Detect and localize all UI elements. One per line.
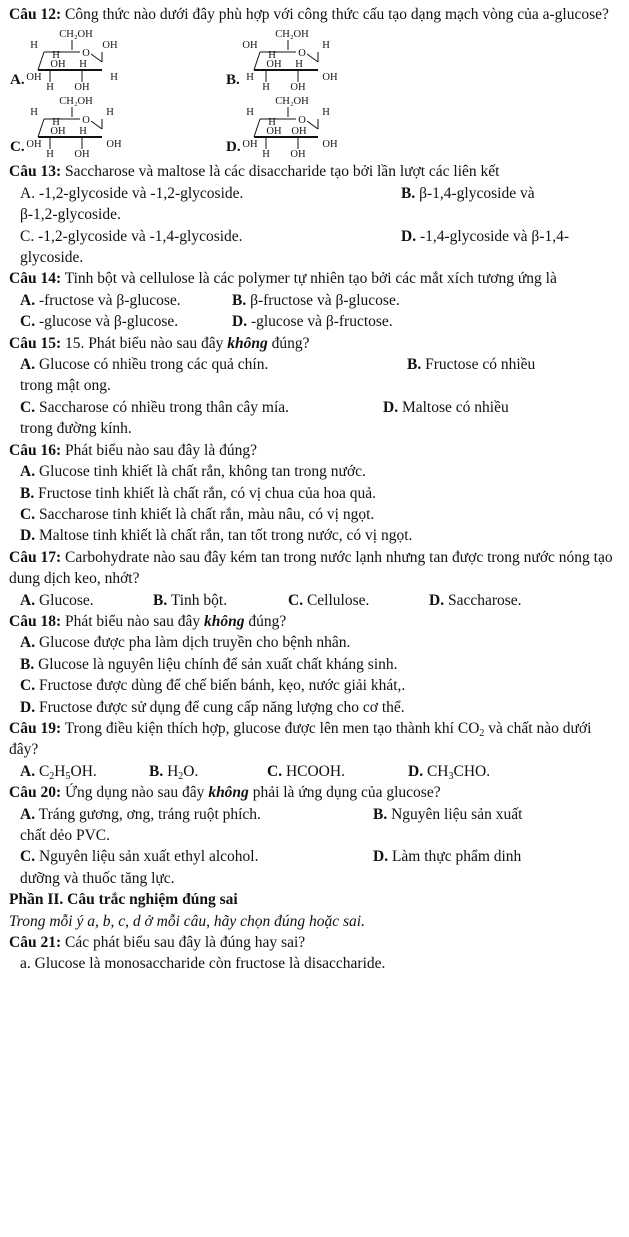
substituent-c1-up: H: [106, 107, 114, 119]
option-text: Glucose được pha làm dịch truyền cho bệnh nhân.: [35, 634, 351, 652]
option-label: C.: [20, 677, 36, 695]
option-a[interactable]: [20, 804, 373, 825]
options-row: [9, 761, 620, 782]
option-b[interactable]: [407, 354, 535, 375]
option-label: B.: [226, 72, 240, 89]
substituent-c4: OH: [266, 59, 282, 71]
question-16: [9, 440, 620, 461]
option-label: A.: [10, 72, 25, 89]
option-text: -glucose và β-fructose.: [247, 313, 393, 331]
option-label: D.: [429, 591, 445, 609]
question-text: Ứng dụng nào sau đây: [61, 784, 209, 802]
substituent-c2-bottom: OH: [290, 82, 306, 94]
substituent-c3-bottom: H: [262, 149, 270, 161]
option-b-cont: chất dẻo PVC.: [20, 827, 110, 844]
option-label: D.: [408, 762, 424, 780]
substituent-c5-up: H: [30, 107, 38, 119]
option-text: Fructose tinh khiết là chất rắn, có vị chua của hoa quả.: [34, 484, 376, 502]
option-text: Fructose được sử dụng để cung cấp năng lượng cho cơ thể.: [35, 698, 405, 716]
option-d[interactable]: [373, 846, 521, 867]
option-c[interactable]: [9, 504, 620, 525]
option-a[interactable]: [9, 632, 620, 653]
statement-a[interactable]: a. Glucose là monosaccharide còn fructose là disaccharide.: [20, 955, 386, 973]
question-20: [9, 782, 620, 803]
formula-part: CHO.: [453, 762, 491, 780]
substituent-c3-bottom: H: [46, 149, 54, 161]
options-row: [9, 183, 620, 204]
substituent-c3-bottom: H: [46, 82, 54, 94]
question-number: Câu 20:: [9, 784, 62, 802]
ring-edge-o: [307, 54, 318, 62]
ring-edge-o: [307, 121, 318, 129]
option-b[interactable]: [153, 590, 288, 611]
option-label: B.: [401, 184, 416, 202]
substituent-c5-up: H: [30, 40, 38, 52]
substituent-c4-down: OH: [26, 139, 42, 151]
substituent-c4-down: H: [246, 72, 254, 84]
ring-edge-left: [254, 52, 260, 70]
question-emphasis: không: [227, 334, 268, 352]
question-number: Câu 15:: [9, 334, 62, 352]
option-label: A.: [20, 762, 36, 780]
question-18: [9, 611, 620, 632]
formula-part: O.: [183, 762, 199, 780]
option-a[interactable]: [20, 761, 149, 782]
option-d[interactable]: [429, 590, 522, 611]
option-d[interactable]: [383, 397, 509, 418]
option-label: A.: [20, 591, 36, 609]
ring-structure: [242, 26, 356, 94]
substituent-c1-down: OH: [106, 139, 122, 151]
option-b-cont: trong mật ong.: [20, 377, 111, 395]
options-row: [9, 846, 620, 867]
option-text: Cellulose.: [303, 591, 370, 609]
subscript: 2: [49, 770, 55, 782]
option-text: Glucose có nhiều trong các quả chín.: [35, 356, 269, 374]
option-text: Glucose là nguyên liệu chính để sản xuất chất kháng sinh.: [34, 655, 398, 673]
ring-structure: [242, 93, 356, 161]
option-label: C.: [288, 591, 304, 609]
question-text-tail: đúng?: [244, 612, 287, 630]
option-b-cont: β-1,2-glycoside.: [20, 206, 121, 224]
option-d-cont: glycoside.: [20, 249, 84, 267]
substituent-c3-bottom: H: [262, 82, 270, 94]
options-row: [9, 290, 620, 311]
option-label: C.: [20, 848, 36, 866]
option-a[interactable]: A. -1,2-glycoside và -1,2-glycoside.: [20, 184, 244, 202]
option-d[interactable]: [401, 226, 569, 247]
option-label: B.: [407, 356, 422, 374]
question-12: [9, 4, 620, 25]
question-number: Câu 16:: [9, 441, 62, 459]
substituent-c3-up: OH: [291, 126, 307, 138]
option-b[interactable]: [9, 654, 620, 675]
option-text: Maltose tinh khiết là chất rắn, tan tốt trong nước, có vị ngọt.: [35, 527, 413, 545]
substituent-c5-down: H: [268, 117, 276, 129]
option-c[interactable]: [288, 590, 429, 611]
options-row: [9, 226, 620, 247]
substituent-c1-up: OH: [102, 40, 118, 52]
ring-structure: [26, 93, 140, 161]
ring-edge-left: [254, 119, 260, 137]
option-c[interactable]: [267, 761, 408, 782]
question-text: Trong điều kiện thích hợp, glucose được lên men tạo thành khí CO: [61, 719, 480, 737]
formula-part: CH: [423, 762, 449, 780]
subscript: 3: [448, 770, 454, 782]
substituent-ch2oh: CH₂OH: [275, 96, 309, 108]
substituent-c2-bottom: OH: [74, 149, 90, 161]
question-15: [9, 333, 620, 354]
option-text: Tráng gương, ơng, tráng ruột phích.: [35, 805, 261, 823]
question-text: Saccharose và maltose là các disaccharide tạo bởi lần lượt các liên kết: [61, 163, 500, 181]
option-label: B.: [149, 762, 164, 780]
option-text: Saccharose tinh khiết là chất rắn, màu nâu, có vị ngọt.: [35, 505, 375, 523]
option-d-cont: trong đường kính.: [20, 420, 132, 438]
question-text: 15. Phát biểu nào sau đây: [61, 334, 228, 352]
option-label: A.: [20, 356, 36, 374]
substituent-c2-bottom: OH: [74, 82, 90, 94]
substituent-c4: OH: [50, 126, 66, 138]
option-text: β-fructose và β-glucose.: [246, 291, 400, 309]
question-number: Câu 14:: [9, 270, 62, 288]
structure-option-b[interactable]: [226, 26, 356, 94]
option-c[interactable]: [9, 675, 620, 696]
question-number: Câu 19:: [9, 719, 62, 737]
option-a[interactable]: [20, 590, 153, 611]
substituent-ch2oh: CH₂OH: [59, 29, 93, 41]
option-b[interactable]: [232, 290, 400, 311]
substituent-c1-down: OH: [322, 72, 338, 84]
substituent-c4-down: OH: [26, 72, 42, 84]
question-text-tail: phải là ứng dụng của glucose?: [248, 784, 441, 802]
substituent-c4: OH: [266, 126, 282, 138]
question-text: Tinh bột và cellulose là các polymer tự nhiên tạo bởi các mắt xích tương ứng là: [61, 270, 557, 288]
substituent-c5-up: H: [246, 107, 254, 119]
section-title: Phần II. Câu trắc nghiệm đúng sai: [9, 891, 238, 909]
options-row: [9, 354, 620, 375]
option-a[interactable]: [20, 354, 407, 375]
option-b[interactable]: [149, 761, 267, 782]
option-text: -glucose và β-glucose.: [35, 313, 179, 331]
ring-oxygen: O: [82, 115, 90, 127]
question-text: Công thức nào dưới đây phù hợp với công thức cấu tạo dạng mạch vòng của a-glucose?: [61, 6, 609, 23]
options-row: [9, 590, 620, 611]
option-label: D.: [20, 698, 36, 716]
ring-oxygen: O: [82, 48, 90, 60]
options-row: [9, 397, 620, 418]
formula-part: H: [54, 762, 66, 780]
ring-structure: [26, 26, 140, 94]
question-13: [9, 161, 620, 182]
ring-oxygen: O: [298, 48, 306, 60]
question-19: [9, 718, 620, 761]
option-label: B.: [20, 655, 35, 673]
substituent-c5-down: H: [52, 117, 60, 129]
option-d[interactable]: [408, 761, 490, 782]
option-text: Nguyên liệu sản xuất ethyl alcohol.: [35, 848, 259, 866]
option-a[interactable]: [20, 290, 232, 311]
option-c[interactable]: [20, 311, 232, 332]
substituent-c5-up: OH: [242, 40, 258, 52]
option-label: A.: [20, 463, 36, 481]
option-label: A.: [20, 634, 36, 652]
option-label: D.: [226, 139, 241, 156]
substituent-ch2oh: CH₂OH: [59, 96, 93, 108]
option-text: Tinh bột.: [167, 591, 228, 609]
question-21: [9, 932, 620, 953]
substituent-c2-bottom: OH: [290, 149, 306, 161]
substituent-c5-down: H: [52, 50, 60, 62]
option-label: C.: [10, 139, 25, 156]
question-number: Câu 13:: [9, 163, 62, 181]
substituent-c4-down: OH: [242, 139, 258, 151]
question-text-tail: và chất nào dưới đây?: [9, 719, 592, 759]
option-label: C.: [20, 313, 36, 331]
substituent-ch2oh: CH₂OH: [275, 29, 309, 41]
options-row: [9, 804, 620, 825]
option-label: B.: [20, 484, 35, 502]
question-number: Câu 21:: [9, 934, 62, 952]
option-label: A.: [20, 805, 36, 823]
structure-option-c[interactable]: [10, 93, 140, 161]
option-d[interactable]: [232, 311, 393, 332]
option-b[interactable]: [9, 483, 620, 504]
option-text: β-1,4-glycoside và: [415, 184, 535, 202]
section-instructions: Trong mỗi ý a, b, c, d ở mỗi câu, hãy chọn đúng hoặc sai.: [9, 912, 365, 930]
substituent-c5-down: H: [268, 50, 276, 62]
question-17: [9, 547, 620, 590]
formula-part: H: [163, 762, 179, 780]
substituent-c3-up: H: [79, 59, 87, 71]
option-label: B.: [153, 591, 168, 609]
option-d[interactable]: [9, 525, 620, 546]
option-d[interactable]: [9, 697, 620, 718]
option-label: B.: [373, 805, 388, 823]
option-label: A.: [20, 291, 36, 309]
option-label: B.: [232, 291, 247, 309]
substituent-c1-down: H: [110, 72, 118, 84]
option-label: D.: [383, 398, 399, 416]
option-c[interactable]: [20, 397, 383, 418]
ring-edge-left: [38, 119, 44, 137]
option-label: C.: [267, 762, 283, 780]
question-number: Câu 18:: [9, 612, 62, 630]
option-b[interactable]: [373, 804, 522, 825]
question-text-tail: đúng?: [267, 334, 310, 352]
glucose-structures: [9, 25, 620, 161]
option-text: Fructose được dùng để chế biến bánh, kẹo, nước giải khát,.: [35, 677, 406, 695]
option-a[interactable]: [9, 461, 620, 482]
subscript: 2: [479, 727, 485, 739]
options-row: [9, 311, 620, 332]
ring-edge-o: [91, 54, 102, 62]
option-text: -fructose và β-glucose.: [35, 291, 181, 309]
option-c[interactable]: [20, 846, 373, 867]
question-text: Carbohydrate nào sau đây kém tan trong nước lạnh nhưng tan được trong nước nóng tạo dung dịch keo, nhớt?: [9, 548, 613, 588]
option-text: Saccharose có nhiều trong thân cây mía.: [35, 398, 290, 416]
structure-option-d[interactable]: [226, 93, 356, 161]
option-text: -1,4-glycoside và β-1,4-: [416, 227, 570, 245]
substituent-c4: OH: [50, 59, 66, 71]
question-text: Các phát biểu sau đây là đúng hay sai?: [61, 934, 306, 952]
option-text: Glucose tinh khiết là chất rắn, không tan trong nước.: [35, 463, 366, 481]
option-label: C.: [20, 398, 36, 416]
question-emphasis: không: [208, 784, 249, 802]
structure-option-a[interactable]: [10, 26, 140, 94]
option-label: D.: [232, 313, 248, 331]
substituent-c3-up: H: [79, 126, 87, 138]
option-text: Maltose có nhiều: [398, 398, 509, 416]
ring-edge-o: [91, 121, 102, 129]
ring-oxygen: O: [298, 115, 306, 127]
substituent-c1-up: H: [322, 40, 330, 52]
option-b[interactable]: [401, 183, 535, 204]
subscript: 2: [178, 770, 184, 782]
option-text: Làm thực phẩm dinh: [388, 848, 522, 866]
formula-part: OH.: [70, 762, 97, 780]
option-label: C.: [20, 505, 36, 523]
question-14: [9, 268, 620, 289]
substituent-c1-up: H: [322, 107, 330, 119]
question-text: Phát biểu nào sau đây: [61, 612, 205, 630]
option-text: Nguyên liệu sản xuất: [387, 805, 523, 823]
option-c[interactable]: C. -1,2-glycoside và -1,4-glycoside.: [20, 227, 243, 245]
option-label: D.: [401, 227, 417, 245]
question-number: Câu 12:: [9, 6, 62, 23]
option-text: HCOOH.: [282, 762, 345, 780]
option-d-cont: dưỡng và thuốc tăng lực.: [20, 869, 175, 887]
substituent-c1-down: OH: [322, 139, 338, 151]
subscript: 5: [65, 770, 71, 782]
option-text: Glucose.: [35, 591, 94, 609]
option-text: Saccharose.: [444, 591, 522, 609]
question-text: Phát biểu nào sau đây là đúng?: [61, 441, 257, 459]
option-text: Fructose có nhiều: [421, 356, 536, 374]
option-label: D.: [20, 527, 36, 545]
question-emphasis: không: [204, 612, 245, 630]
question-number: Câu 17:: [9, 548, 62, 566]
formula-part: C: [35, 762, 50, 780]
option-label: D.: [373, 848, 389, 866]
substituent-c3-up: H: [295, 59, 303, 71]
ring-edge-left: [38, 52, 44, 70]
